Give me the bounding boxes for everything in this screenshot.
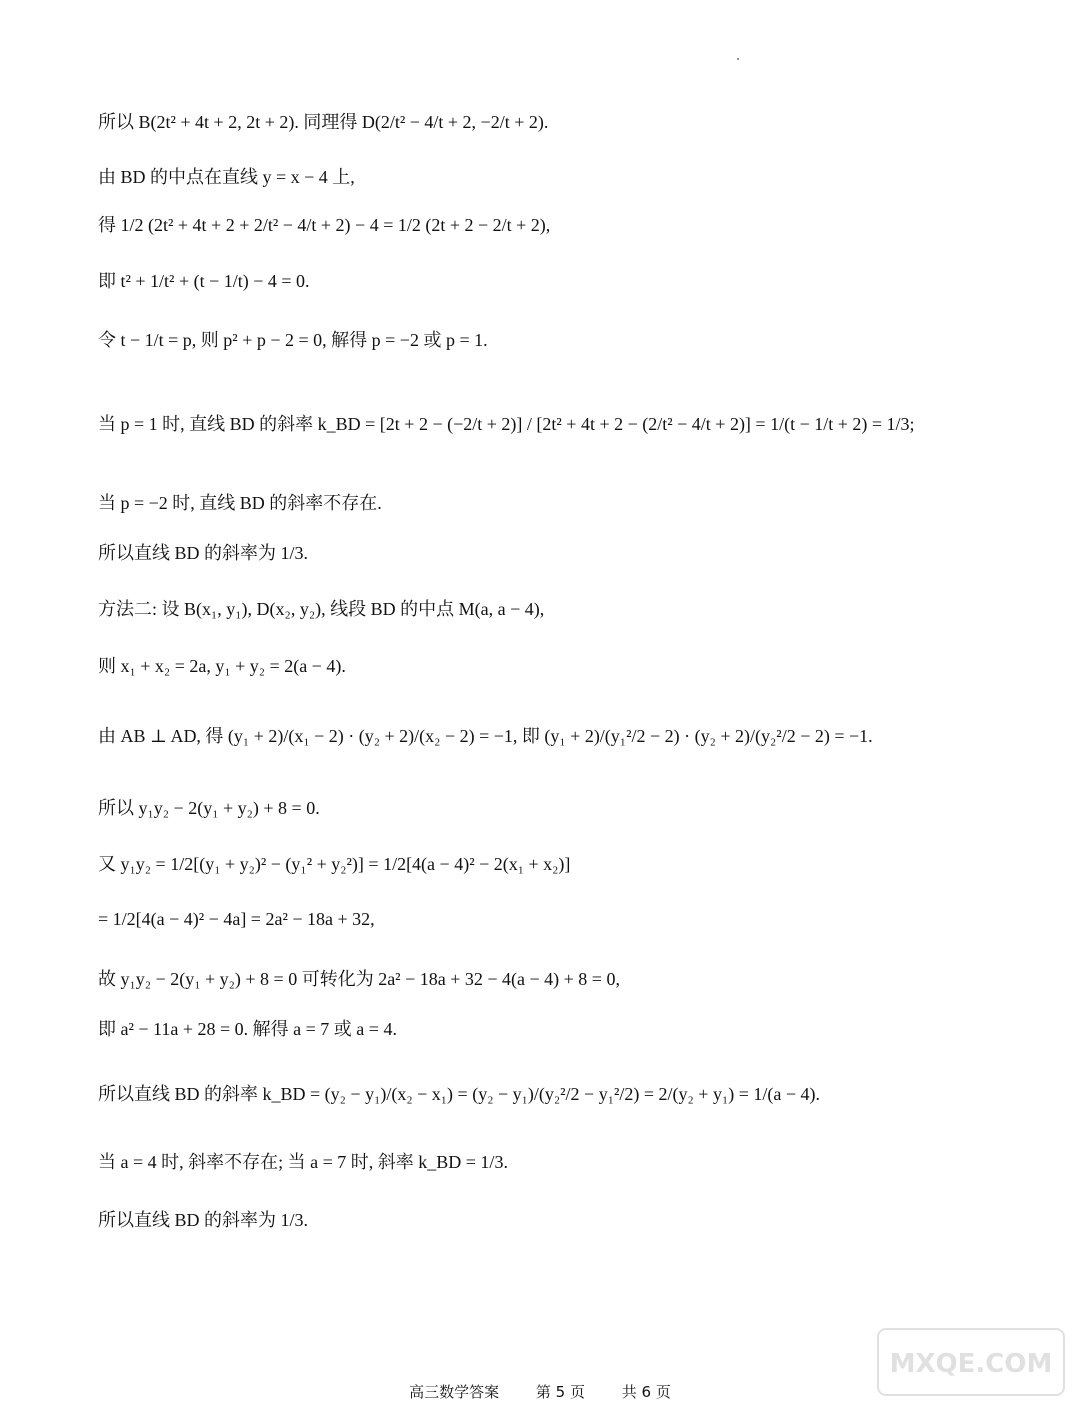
watermark-logo <box>876 1327 1066 1397</box>
footer-total-pages: 共 6 页 <box>621 1383 671 1401</box>
watermark-text: MXQE.COM <box>889 1349 1053 1379</box>
solution-line-17: 所以直线 BD 的斜率 k_BD = (y₂ − y₁)/(x₂ − x₁) = (y₂ − y₁)/(y₂²/2 − y₁²/2) = 2/(y₂ + y₁) = 1/(a − 4). <box>98 1084 820 1104</box>
solution-line-1: 所以 B(2t² + 4t + 2, 2t + 2). 同理得 D(2/t² − 4/t + 2, −2/t + 2). <box>98 112 549 132</box>
solution-line-10: 则 x₁ + x₂ = 2a, y₁ + y₂ = 2(a − 4). <box>98 656 346 676</box>
solution-line-13: 又 y₁y₂ = 1/2[(y₁ + y₂)² − (y₁² + y₂²)] = 1/2[4(a − 4)² − 2(x₁ + x₂)] <box>98 854 571 874</box>
solution-line-15: 故 y₁y₂ − 2(y₁ + y₂) + 8 = 0 可转化为 2a² − 18a + 32 − 4(a − 4) + 8 = 0, <box>98 969 620 989</box>
stray-dot <box>737 58 739 60</box>
solution-line-3: 得 1/2 (2t² + 4t + 2 + 2/t² − 4/t + 2) − 4 = 1/2 (2t + 2 − 2/t + 2), <box>98 215 551 235</box>
solution-line-16: 即 a² − 11a + 28 = 0. 解得 a = 7 或 a = 4. <box>98 1019 397 1039</box>
solution-line-14: = 1/2[4(a − 4)² − 4a] = 2a² − 18a + 32, <box>98 909 375 929</box>
solution-line-18: 当 a = 4 时, 斜率不存在; 当 a = 7 时, 斜率 k_BD = 1/3. <box>98 1152 508 1172</box>
solution-line-11: 由 AB ⊥ AD, 得 (y₁ + 2)/(x₁ − 2) · (y₂ + 2)/(x₂ − 2) = −1, 即 (y₁ + 2)/(y₁²/2 − 2) · (y₂ + 2)/(y₂²/2 − 2) = −1. <box>98 726 873 746</box>
solution-line-4: 即 t² + 1/t² + (t − 1/t) − 4 = 0. <box>98 271 310 291</box>
footer-subject: 高三数学答案 <box>409 1383 500 1401</box>
solution-line-2: 由 BD 的中点在直线 y = x − 4 上, <box>98 167 355 187</box>
method-two-intro: 方法二: 设 B(x₁, y₁), D(x₂, y₂), 线段 BD 的中点 M(a, a − 4), <box>98 599 545 619</box>
solution-line-8: 所以直线 BD 的斜率为 1/3. <box>98 543 309 563</box>
solution-line-6: 当 p = 1 时, 直线 BD 的斜率 k_BD = [2t + 2 − (−2/t + 2)] / [2t² + 4t + 2 − (2/t² − 4/t + 2)] = 1/(t − 1/t + 2) = 1/3; <box>98 414 915 434</box>
footer-page-number: 第 5 页 <box>535 1383 585 1401</box>
solution-line-7: 当 p = −2 时, 直线 BD 的斜率不存在. <box>98 493 382 513</box>
solution-line-5: 令 t − 1/t = p, 则 p² + p − 2 = 0, 解得 p = −2 或 p = 1. <box>98 330 488 350</box>
solution-line-12: 所以 y₁y₂ − 2(y₁ + y₂) + 8 = 0. <box>98 798 320 818</box>
solution-line-19: 所以直线 BD 的斜率为 1/3. <box>98 1210 309 1230</box>
